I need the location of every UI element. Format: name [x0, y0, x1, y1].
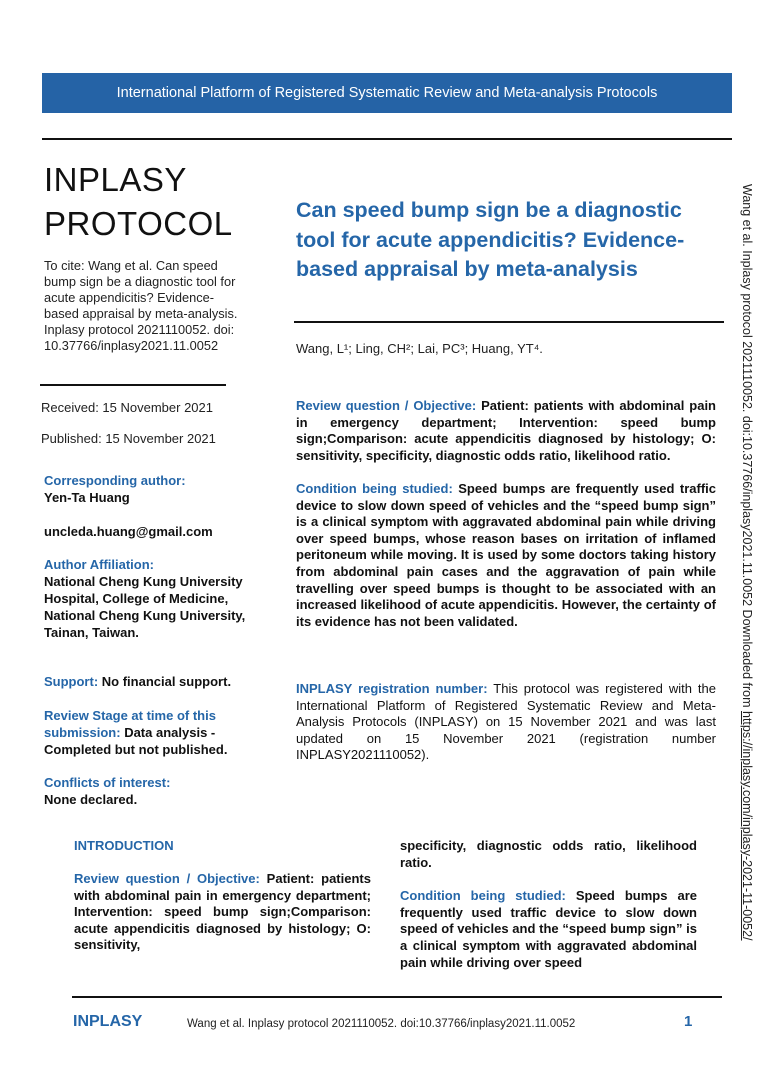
- conflicts-label: Conflicts of interest:: [44, 775, 171, 790]
- conflicts-text: None declared.: [44, 792, 138, 807]
- footer-citation: Wang et al. Inplasy protocol 2021110052. doi:10.37766/inplasy2021.11.0052: [187, 1018, 576, 1030]
- corresponding-author: [44, 472, 254, 540]
- author-affiliation: [44, 556, 254, 641]
- review-question-text: Patient: patients with abdominal pain in emergency department; Intervention: speed bump sign;Comparison: acute appendicitis diagnosed by histology; O: sensitivity, specificity, diagnostic odds ratio, likelihood ratio.: [296, 398, 716, 463]
- protocol-label: [44, 158, 233, 246]
- received-date: Received: 15 November 2021: [41, 400, 213, 415]
- affiliation-text: National Cheng Kung University Hospital, College of Medicine, National Cheng Kung University, Tainan, Taiwan.: [44, 574, 246, 640]
- review-stage: [44, 707, 254, 758]
- intro-left-column: [74, 871, 371, 954]
- condition-label: Condition being studied:: [296, 481, 453, 496]
- intro-condition: [400, 888, 697, 971]
- intro-right-top: specificity, diagnostic odds ratio, likelihood ratio.: [400, 838, 697, 870]
- support: [44, 673, 254, 690]
- affiliation-label: Author Affiliation:: [44, 557, 154, 572]
- review-stage-label: Review Stage at time of this submission:: [44, 708, 216, 740]
- support-label: Support:: [44, 674, 99, 689]
- introduction-heading: INTRODUCTION: [74, 838, 174, 853]
- footer-rule: [72, 996, 722, 998]
- condition-text: Speed bumps are frequently used traffic device to slow down speed of vehicles and the “speed bump sign” is a clinical symptom with aggravated abdominal pain while driving over speed bumps, whose reason bases on irritation of inflamed peritoneum while moving. It is used by some doctors taking history from abdominal pain cases and the aggravation of pain while travelling over speed bumps is thought to be associated with an increased likelihood of acute appendicitis. However, the certainty of its evidence has not been validated.: [296, 481, 716, 629]
- footer-brand: INPLASY: [73, 1013, 143, 1030]
- intro-review-question-text: Patient: patients with abdominal pain in emergency department; Intervention: speed bump sign;Comparison: acute appendicitis diagnosed by histology; O: sensitivity,: [74, 871, 371, 953]
- intro-condition-label: Condition being studied:: [400, 888, 566, 904]
- corresponding-label: Corresponding author:: [44, 473, 186, 488]
- intro-right-column: [400, 838, 697, 971]
- intro-review-question-label: Review question / Objective:: [74, 871, 260, 886]
- review-question: [296, 398, 716, 464]
- review-stage-text: Data analysis - Completed but not published.: [44, 725, 228, 757]
- registration-label: INPLASY registration number:: [296, 681, 488, 696]
- vertical-download-note: [736, 184, 758, 1064]
- article-title: Can speed bump sign be a diagnostic tool for acute appendicitis? Evidence-based appraisal by meta-analysis: [296, 198, 685, 281]
- published-date: Published: 15 November 2021: [41, 431, 216, 446]
- vertical-text: Wang et al. Inplasy protocol 2021110052. doi:10.37766/inplasy2021.11.0052 Downloaded from: [740, 184, 754, 711]
- authors: Wang, L¹; Ling, CH²; Lai, PC³; Huang, YT⁴.: [296, 341, 543, 356]
- top-rule: [42, 138, 732, 140]
- corresponding-name: Yen-Ta Huang: [44, 490, 130, 505]
- left-rule: [40, 384, 226, 386]
- protocol-label-line1: INPLASY: [44, 161, 187, 198]
- support-text: No financial support.: [98, 674, 232, 689]
- protocol-label-line2: PROTOCOL: [44, 205, 233, 242]
- page-number: 1: [684, 1013, 693, 1030]
- conflicts: [44, 774, 254, 808]
- review-question-label: Review question / Objective:: [296, 398, 477, 413]
- title-rule: [294, 321, 724, 323]
- registration-text: This protocol was registered with the International Platform of Registered Systematic Review and Meta-Analysis Protocols (INPLASY) on 15 November 2021 and was last updated on 15 November 2021 (registration number INPLASY2021110052).: [296, 681, 716, 763]
- citation: To cite: Wang et al. Can speed bump sign be a diagnostic tool for acute appendicitis? Evidence-based appraisal by meta-analysis. Inplasy protocol 2021110052. doi: 10.37766/inplasy2021.11.0052: [44, 258, 238, 353]
- condition-studied: [296, 481, 716, 630]
- corresponding-email[interactable]: uncleda.huang@gmail.com: [44, 524, 213, 539]
- registration: [296, 681, 716, 764]
- journal-banner: International Platform of Registered Systematic Review and Meta-analysis Protocols: [42, 73, 732, 113]
- download-link[interactable]: https://inplasy.com/inplasy-2021-11-0052/: [740, 711, 754, 941]
- intro-condition-text: Speed bumps are frequently used traffic device to slow down speed of vehicles and the “speed bump sign” is a clinical symptom with aggravated abdominal pain while driving over speed: [400, 888, 697, 970]
